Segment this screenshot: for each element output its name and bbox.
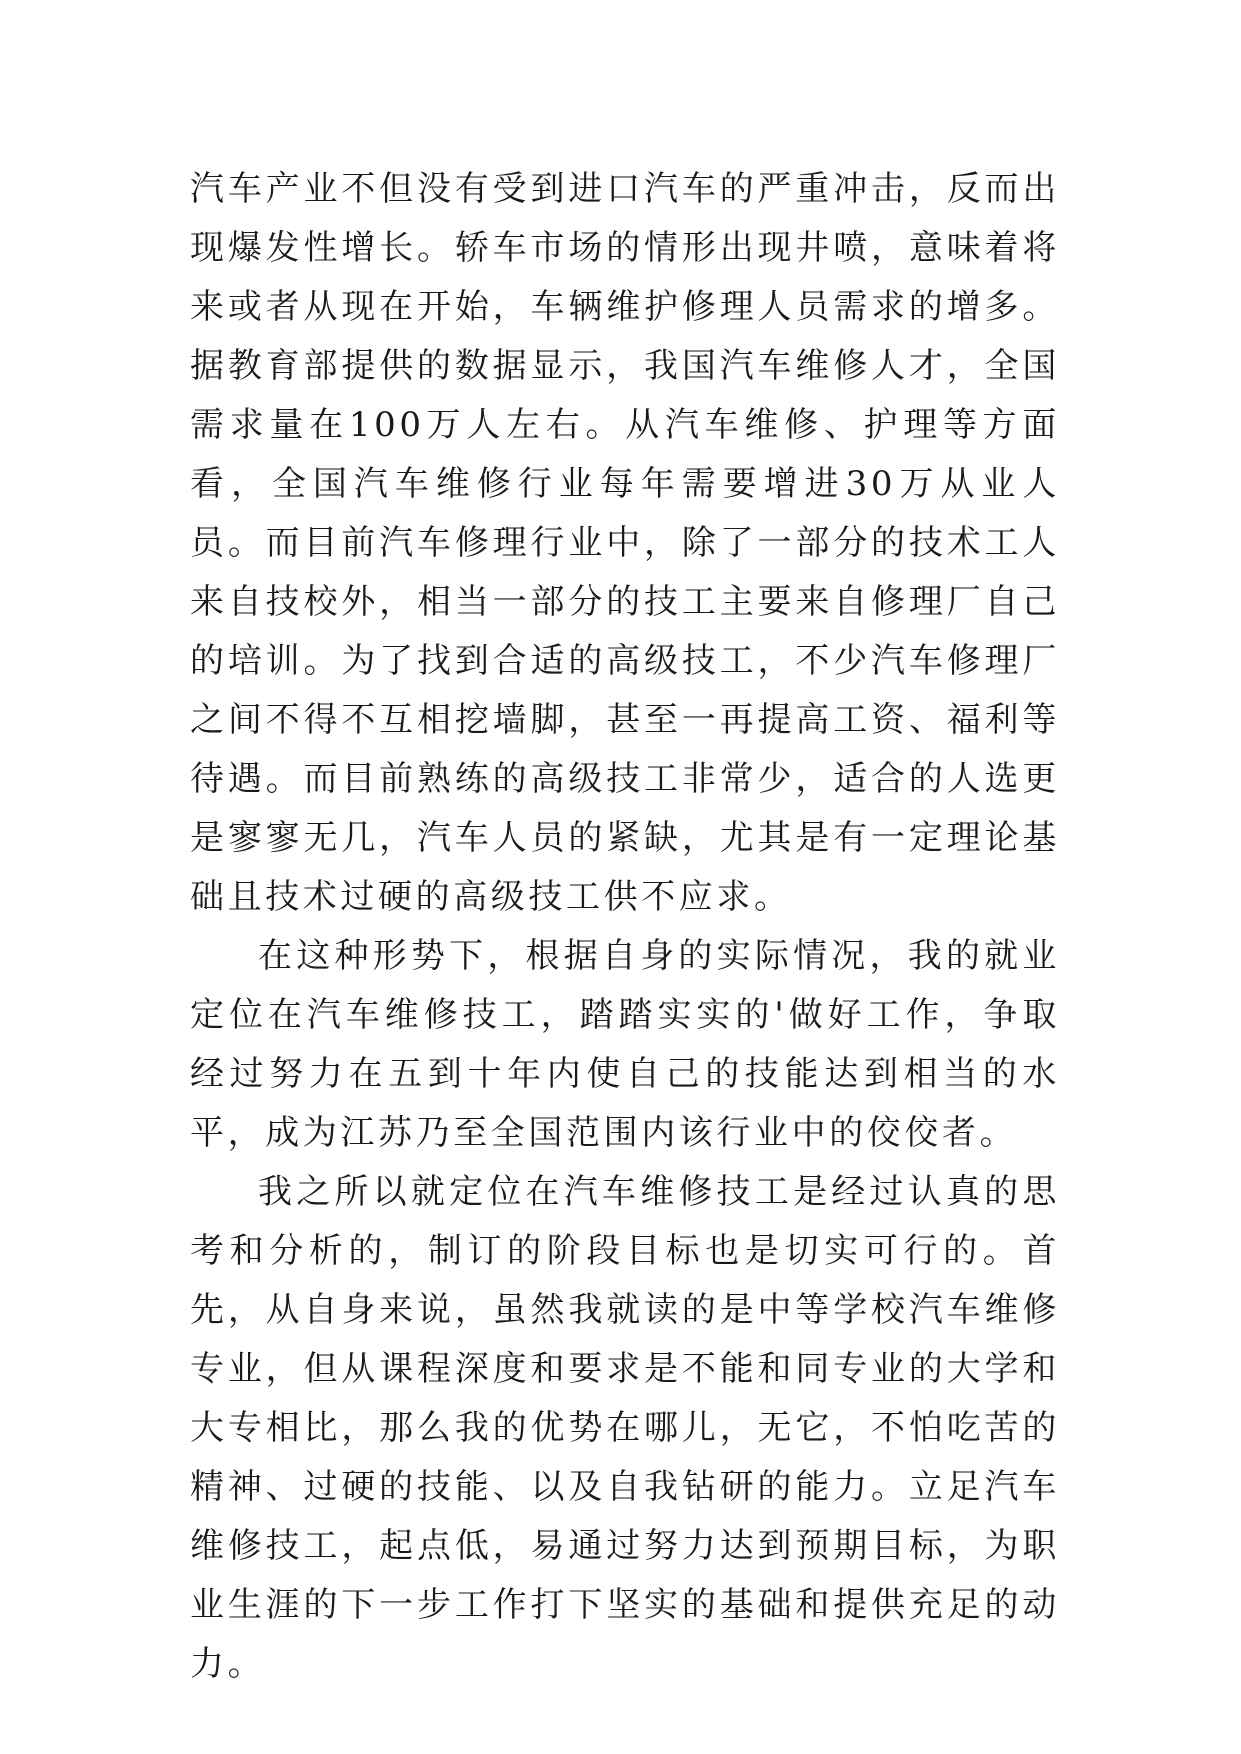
paragraph-3: 我之所以就定位在汽车维修技工是经过认真的思考和分析的，制订的阶段目标也是切实可行的。首先，从自身来说，虽然我就读的是中等学校汽车维修专业，但从课程深度和要求是不能和同专业的大学和大专相比，那么我的优势在哪儿，无它，不怕吃苦的精神、过硬的技能、以及自我钻研的能力。立足汽车维修技工，起点低，易通过努力达到预期目标，为职业生涯的下一步工作打下坚实的基础和提供充足的动力。 (190, 1172, 1060, 1684)
document-body (190, 160, 1060, 1694)
paragraph-2: 在这种形势下，根据自身的实际情况，我的就业定位在汽车维修技工，踏踏实实的'做好工作，争取经过努力在五到十年内使自己的技能达到相当的水平，成为江苏乃至全国范围内该行业中的佼佼者。 (190, 936, 1060, 1153)
paragraph-1: 汽车产业不但没有受到进口汽车的严重冲击，反而出现爆发性增长。轿车市场的情形出现井喷，意味着将来或者从现在开始，车辆维护修理人员需求的增多。据教育部提供的数据显示，我国汽车维修人才，全国需求量在100万人左右。从汽车维修、护理等方面看，全国汽车维修行业每年需要增进30万从业人员。而目前汽车修理行业中，除了一部分的技术工人来自技校外，相当一部分的技工主要来自修理厂自己的培训。为了找到合适的高级技工，不少汽车修理厂之间不得不互相挖墙脚，甚至一再提高工资、福利等待遇。而目前熟练的高级技工非常少，适合的人选更是寥寥无几，汽车人员的紧缺，尤其是有一定理论基础且技术过硬的高级技工供不应求。 (190, 169, 1060, 917)
